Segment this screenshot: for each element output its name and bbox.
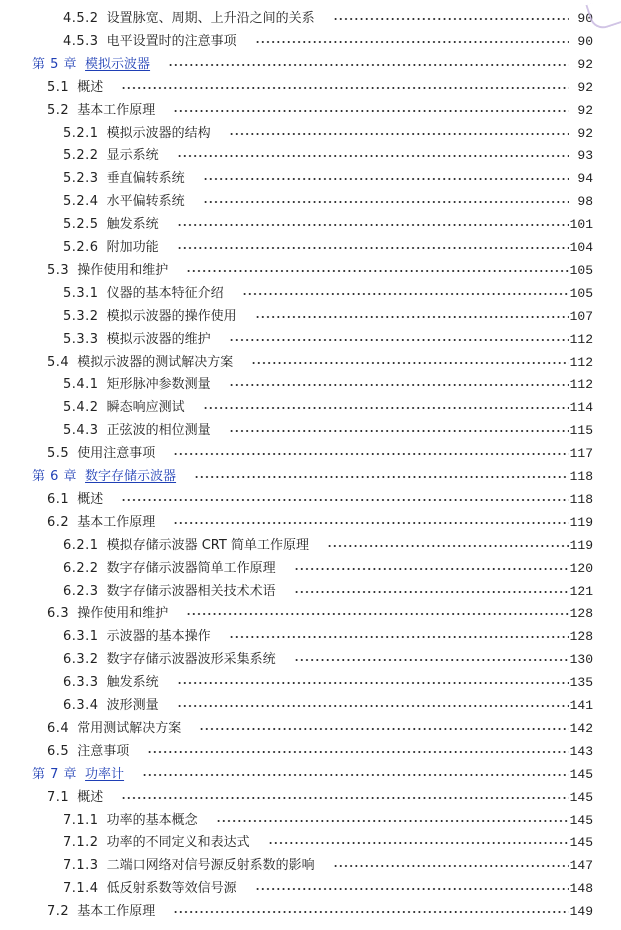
toc-entry <box>0 123 621 145</box>
toc-dot-leader <box>333 865 569 867</box>
toc-entry-text: 模拟示波器的结构 <box>106 125 211 141</box>
toc-entry-number: 6.2.1 <box>63 537 99 553</box>
toc-entry-text: 常用测试解决方案 <box>77 720 182 736</box>
toc-dot-leader <box>203 201 569 203</box>
toc-page-number: 118 <box>569 469 593 484</box>
toc-entry-title <box>63 214 177 236</box>
toc-entry <box>0 77 621 99</box>
toc-entry-number: 4.5.3 <box>63 33 99 49</box>
toc-page-number: 148 <box>569 881 593 897</box>
toc-entry-text: 模拟示波器 <box>85 56 151 72</box>
toc-page-number: 118 <box>569 491 593 507</box>
toc-entry-text: 概述 <box>77 491 104 507</box>
toc-dot-leader <box>177 682 569 684</box>
toc-entry-text: 垂直偏转系统 <box>106 171 185 187</box>
toc-entry-number: 6.3.4 <box>63 698 99 713</box>
toc-entry-text: 操作使用和维护 <box>77 262 169 278</box>
toc-entry-number: 6.2 <box>47 514 70 530</box>
toc-dot-leader <box>142 774 569 776</box>
toc-entry-title <box>32 764 142 786</box>
toc-entry-title <box>63 145 177 167</box>
toc-page-number: 114 <box>569 400 593 416</box>
toc-entry-title <box>63 649 294 671</box>
toc-dot-leader <box>229 384 569 386</box>
toc-dot-leader <box>268 842 569 844</box>
toc-entry-text: 矩形脉冲参数测量 <box>106 377 211 393</box>
toc-entry-text: 波形测量 <box>106 698 159 713</box>
toc-entry-text: 数字存储示波器 <box>85 469 177 484</box>
toc-entry-number: 5.4.3 <box>63 423 99 439</box>
toc-entry-title <box>63 878 255 900</box>
toc-entry-number: 7.1.4 <box>63 881 99 897</box>
toc-entry-text: 模拟示波器的操作使用 <box>106 308 237 324</box>
toc-dot-leader <box>121 797 569 799</box>
toc-page-number: 135 <box>569 675 593 691</box>
toc-entry-number: 7.1.3 <box>63 858 99 874</box>
toc-entry-text: 水平偏转系统 <box>106 194 185 210</box>
toc-page-number: 93 <box>577 148 593 164</box>
toc-entry-title <box>63 237 177 259</box>
toc-page-number: 147 <box>569 858 593 874</box>
toc-dot-leader <box>242 293 569 295</box>
toc-entry-title <box>63 626 229 648</box>
toc-entry-text: 模拟示波器的维护 <box>106 331 211 347</box>
toc-entry-text: 模拟示波器的测试解决方案 <box>77 354 234 370</box>
toc-entry-title <box>47 718 199 740</box>
toc-page-number: 115 <box>569 423 593 439</box>
toc-entry <box>0 878 621 900</box>
toc-entry-title <box>47 100 173 122</box>
toc-dot-leader <box>229 636 569 638</box>
toc-dot-leader <box>173 453 569 455</box>
toc-entry <box>0 718 621 740</box>
toc-entry <box>0 558 621 580</box>
toc-entry-number: 5.2.2 <box>63 148 99 164</box>
toc-entry-number: 5.2.3 <box>63 171 99 187</box>
toc-dot-leader <box>177 224 569 226</box>
toc-entry-text: 触发系统 <box>106 675 159 691</box>
toc-entry <box>0 306 621 328</box>
toc-entry <box>0 374 621 396</box>
toc-page-number: 112 <box>569 377 593 393</box>
toc-entry-text: 触发系统 <box>106 217 159 233</box>
toc-entry-number: 6.3 <box>47 606 70 622</box>
toc-entry-text: 功率计 <box>85 766 125 782</box>
toc-entry-number: 6.2.3 <box>63 583 99 599</box>
toc-page-number: 119 <box>569 514 593 530</box>
toc-entry <box>0 260 621 282</box>
toc-entry-title <box>63 283 242 305</box>
toc-entry <box>0 8 621 30</box>
toc-entry-text: 数字存储示波器相关技术术语 <box>106 583 276 599</box>
toc-page-number: 92 <box>577 79 593 95</box>
toc-page-number: 128 <box>569 629 593 645</box>
toc-page-number: 105 <box>569 285 593 301</box>
toc-dot-leader <box>333 18 569 20</box>
toc-entry-text: 显示系统 <box>106 148 159 164</box>
toc-page-number: 141 <box>569 698 593 713</box>
toc-entry-title <box>47 512 173 534</box>
toc-entry-number: 5.3.3 <box>63 331 99 347</box>
toc-entry-title <box>63 123 229 145</box>
toc-entry-text: 使用注意事项 <box>77 446 156 462</box>
toc-entry-text: 基本工作原理 <box>77 514 156 530</box>
toc-dot-leader <box>173 522 569 524</box>
toc-page-number: 120 <box>569 560 593 576</box>
toc-entry <box>0 512 621 534</box>
toc-entry-title <box>47 352 251 374</box>
toc-dot-leader <box>121 87 569 89</box>
toc-page-number: 119 <box>569 537 593 553</box>
toc-page-number: 121 <box>569 583 593 599</box>
toc-dot-leader <box>327 545 569 547</box>
toc-entry <box>0 237 621 259</box>
toc-entry-number: 5.3 <box>47 262 70 278</box>
toc-page-number: 105 <box>569 262 593 278</box>
toc-entry-text: 概述 <box>77 79 104 95</box>
toc-entry-title <box>47 260 186 282</box>
toc-dot-leader <box>294 591 569 593</box>
toc-entry <box>0 31 621 53</box>
toc-entry <box>0 168 621 190</box>
toc-entry-title <box>32 466 194 488</box>
toc-dot-leader <box>173 110 569 112</box>
toc-entry <box>0 352 621 374</box>
toc-dot-leader <box>229 339 569 341</box>
toc-entry <box>0 810 621 832</box>
toc-entry <box>0 603 621 625</box>
toc-entry-number: 7.1.2 <box>63 835 99 851</box>
toc-entry-title <box>32 54 168 76</box>
toc-entry-number: 5.2.4 <box>63 194 99 210</box>
toc-entry-title <box>63 810 216 832</box>
toc-entry-title <box>63 695 177 717</box>
toc-entry-text: 功率的不同定义和表达式 <box>106 835 250 851</box>
toc-dot-leader <box>199 728 569 730</box>
toc-entry-number: 5.2.6 <box>63 240 99 255</box>
toc-page-number: 145 <box>569 812 593 828</box>
toc-entry <box>0 672 621 694</box>
toc-chapter-entry[interactable] <box>0 466 621 488</box>
toc-dot-leader <box>294 659 569 661</box>
toc-entry-text: 操作使用和维护 <box>77 606 169 622</box>
toc-entry-text: 设置脉宽、周期、上升沿之间的关系 <box>106 11 315 26</box>
toc-entry-title <box>63 420 229 442</box>
toc-entry-number: 第 7 章 <box>32 766 78 782</box>
toc-entry-title <box>47 787 121 809</box>
toc-entry-number: 5.5 <box>47 446 70 462</box>
toc-page-number: 128 <box>569 606 593 622</box>
toc-entry-text: 注意事项 <box>77 743 130 759</box>
toc-dot-leader <box>255 316 569 318</box>
toc-dot-leader <box>168 64 569 66</box>
toc-entry-number: 5.4.1 <box>63 377 99 393</box>
toc-page-number: 101 <box>569 217 593 233</box>
toc-entry-number: 5.3.2 <box>63 308 99 324</box>
toc-entry-title <box>47 77 121 99</box>
toc-entry <box>0 901 621 923</box>
toc-entry <box>0 832 621 854</box>
toc-page-number: 104 <box>569 240 593 255</box>
toc-dot-leader <box>255 888 569 890</box>
toc-entry <box>0 626 621 648</box>
toc-dot-leader <box>186 613 569 615</box>
toc-page-number: 98 <box>577 194 593 210</box>
toc-entry <box>0 581 621 603</box>
toc-entry <box>0 191 621 213</box>
toc-entry-number: 7.2 <box>47 904 70 920</box>
toc-entry-title <box>47 741 147 763</box>
toc-page-number: 94 <box>577 171 593 187</box>
toc-entry-number: 4.5.2 <box>63 11 99 26</box>
toc-page-number: 142 <box>569 720 593 736</box>
toc-entry-text: 二端口网络对信号源反射系数的影响 <box>106 858 315 874</box>
toc-entry-text: 数字存储示波器简单工作原理 <box>106 560 276 576</box>
toc-entry-number: 6.5 <box>47 743 70 759</box>
toc-entry-title <box>63 168 203 190</box>
toc-entry-text: 基本工作原理 <box>77 102 156 118</box>
toc-entry-title <box>47 443 173 465</box>
toc-entry-title <box>63 855 333 877</box>
toc-entry-title <box>63 535 327 557</box>
toc-page-number: 145 <box>569 789 593 805</box>
toc-entry-text: 瞬态响应测试 <box>106 400 185 416</box>
toc-entry-number: 5.1 <box>47 79 70 95</box>
toc-entry-title <box>63 8 333 30</box>
toc-page-number: 112 <box>569 354 593 370</box>
toc-entry-title <box>63 581 294 603</box>
toc-entry-title <box>63 31 255 53</box>
toc-dot-leader <box>173 911 569 913</box>
toc-entry-text: 功率的基本概念 <box>106 812 198 828</box>
toc-page-number: 107 <box>569 308 593 324</box>
toc-page-number: 92 <box>577 125 593 141</box>
toc-page-number: 92 <box>577 102 593 118</box>
toc-entry-title <box>63 374 229 396</box>
toc-entry-title <box>63 558 294 580</box>
toc-entry-title <box>47 603 186 625</box>
toc-entry <box>0 443 621 465</box>
toc-entry <box>0 741 621 763</box>
toc-page-number: 130 <box>569 652 593 668</box>
toc-entry <box>0 397 621 419</box>
toc-page-number: 92 <box>577 56 593 72</box>
toc-dot-leader <box>229 430 569 432</box>
toc-entry-text: 仪器的基本特征介绍 <box>106 285 224 301</box>
toc-entry-title <box>63 329 229 351</box>
toc-page-number: 145 <box>569 835 593 851</box>
toc-entry-number: 第 6 章 <box>32 469 78 484</box>
toc-dot-leader <box>147 751 569 753</box>
toc-entry <box>0 649 621 671</box>
toc-entry-title <box>47 901 173 923</box>
toc-dot-leader <box>121 499 569 501</box>
toc-page-number: 112 <box>569 331 593 347</box>
toc-entry-title <box>47 489 121 511</box>
toc-entry <box>0 283 621 305</box>
toc-entry-number: 5.2.1 <box>63 125 99 141</box>
toc-dot-leader <box>177 155 569 157</box>
toc-dot-leader <box>177 705 569 707</box>
toc-dot-leader <box>203 407 569 409</box>
toc-entry <box>0 489 621 511</box>
toc-entry <box>0 145 621 167</box>
toc-entry-title <box>63 672 177 694</box>
toc-entry-number: 5.2.5 <box>63 217 99 233</box>
toc-entry-title <box>63 191 203 213</box>
toc-entry <box>0 214 621 236</box>
toc-dot-leader <box>251 362 569 364</box>
toc-entry-number: 5.4 <box>47 354 70 370</box>
toc-entry-number: 6.4 <box>47 720 70 736</box>
toc-page-number: 90 <box>577 11 593 26</box>
toc-entry <box>0 100 621 122</box>
toc-entry <box>0 855 621 877</box>
toc-chapter-entry[interactable] <box>0 764 621 786</box>
toc-dot-leader <box>177 247 569 249</box>
toc-entry <box>0 695 621 717</box>
toc-entry-number: 5.4.2 <box>63 400 99 416</box>
toc-entry-text: 基本工作原理 <box>77 904 156 920</box>
toc-entry-text: 数字存储示波器波形采集系统 <box>106 652 276 668</box>
toc-entry <box>0 420 621 442</box>
toc-dot-leader <box>194 476 569 478</box>
toc-entry-text: 电平设置时的注意事项 <box>106 33 237 49</box>
toc-entry-title <box>63 397 203 419</box>
toc-entry-text: 模拟存储示波器 CRT 简单工作原理 <box>106 537 309 553</box>
toc-chapter-entry[interactable] <box>0 54 621 76</box>
toc-entry-title <box>63 832 268 854</box>
toc-page-number: 117 <box>569 446 593 462</box>
toc-entry-title <box>63 306 255 328</box>
toc-entry-text: 概述 <box>77 789 104 805</box>
toc-page-number: 149 <box>569 904 593 920</box>
toc-entry-number: 6.2.2 <box>63 560 99 576</box>
toc-entry-number: 6.3.1 <box>63 629 99 645</box>
toc-entry-text: 示波器的基本操作 <box>106 629 211 645</box>
toc-entry-number: 第 5 章 <box>32 56 78 72</box>
toc-entry-number: 7.1 <box>47 789 70 805</box>
toc-page-number: 145 <box>569 766 593 782</box>
toc-entry-text: 附加功能 <box>106 240 159 255</box>
toc-entry <box>0 787 621 809</box>
toc-dot-leader <box>229 133 569 135</box>
toc-entry-number: 6.3.2 <box>63 652 99 668</box>
toc-dot-leader <box>203 178 569 180</box>
toc-entry-text: 正弦波的相位测量 <box>106 423 211 439</box>
toc-page-number: 90 <box>577 33 593 49</box>
toc-dot-leader <box>186 270 569 272</box>
toc-entry <box>0 329 621 351</box>
toc-entry-text: 低反射系数等效信号源 <box>106 881 237 897</box>
toc-entry-number: 6.1 <box>47 491 70 507</box>
toc-entry-number: 7.1.1 <box>63 812 99 828</box>
toc-entry-number: 5.3.1 <box>63 285 99 301</box>
toc-entry-number: 5.2 <box>47 102 70 118</box>
toc-dot-leader <box>294 568 569 570</box>
toc-page-number: 143 <box>569 743 593 759</box>
toc-entry-number: 6.3.3 <box>63 675 99 691</box>
toc-entry <box>0 535 621 557</box>
toc-dot-leader <box>255 41 569 43</box>
toc-dot-leader <box>216 820 569 822</box>
